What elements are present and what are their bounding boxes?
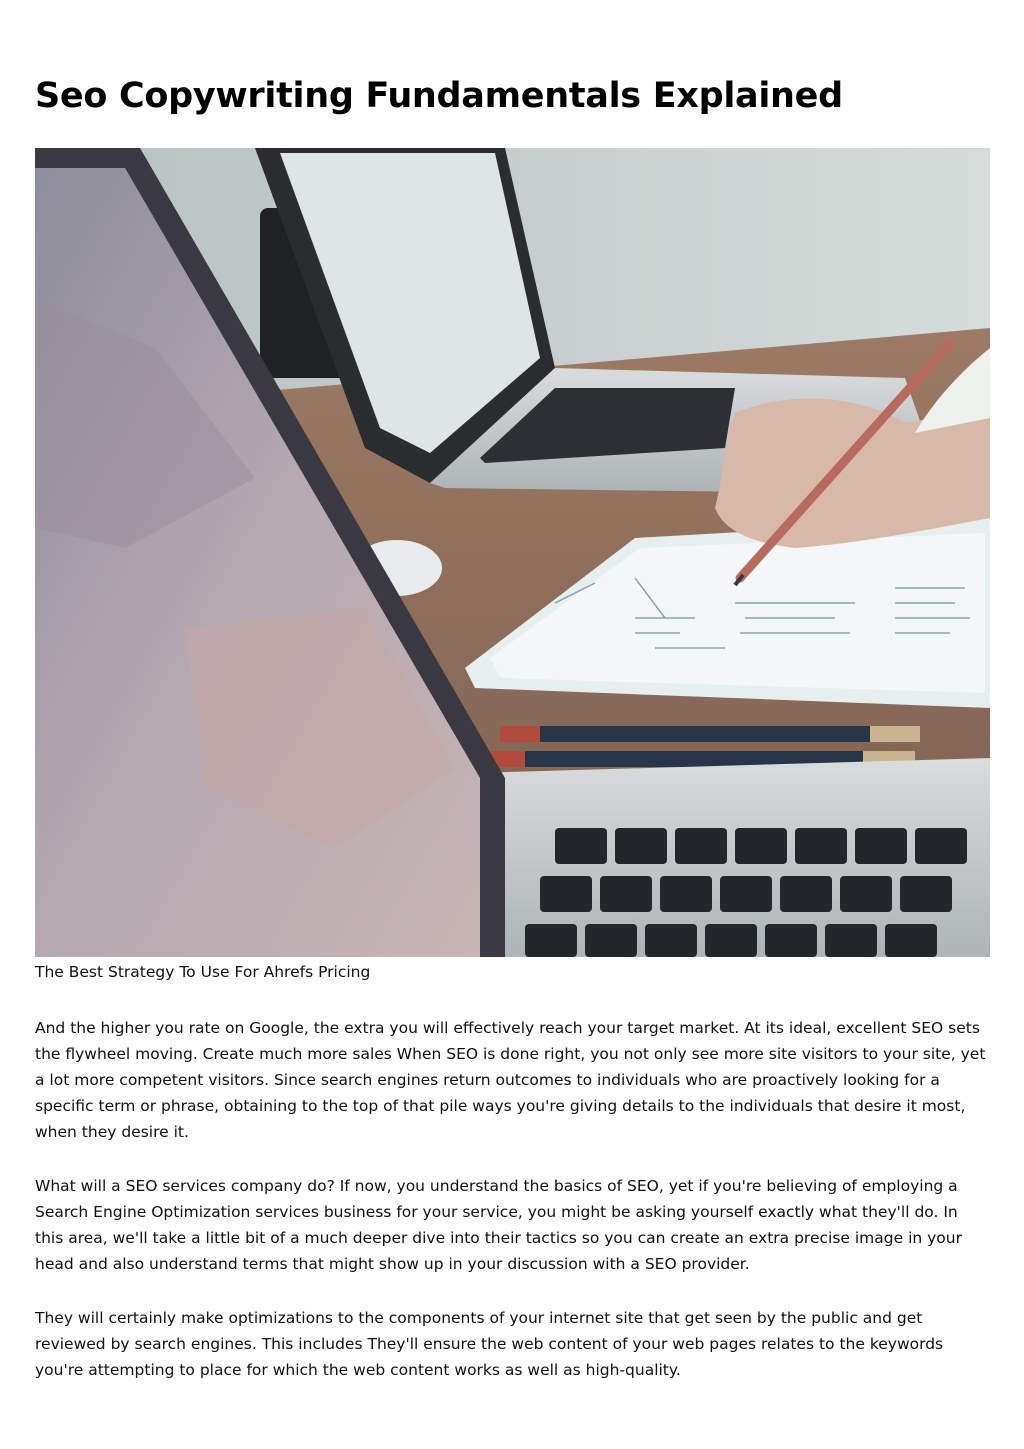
paragraph: What will a SEO services company do? If now, you understand the basics of SEO, yet if you're believing of employing a Search Engine Optimization services business for your service, you might be asking yourself exactly what they'll do. In this area, we'll take a little bit of a much deeper dive into their tactics so you can create an extra precise image in your head and also understand terms that might show up in your discussion with a SEO provider. (35, 1177, 962, 1273)
page-title: Seo Copywriting Fundamentals Explained (35, 76, 843, 116)
hero-image (35, 148, 990, 957)
paragraph: And the higher you rate on Google, the extra you will effectively reach your target market. At its ideal, excellent SEO sets the flywheel moving. Create much more sales When SEO is done right, you not only see more site visitors to your site, yet a lot more competent visitors. Since search engines return outcomes to individuals who are proactively looking for a specific term or phrase, obtaining to the top of that pile ways you're giving details to the individuals that desire it most, when they desire it. (35, 1019, 986, 1141)
paragraph: They will certainly make optimizations to the components of your internet site that get seen by the public and get reviewed by search engines. This includes They'll ensure the web content of your web pages relates to the keywords you're attempting to place for which the web content works as well as high-quality. (35, 1309, 944, 1379)
hero-photo-illustration (35, 148, 990, 957)
image-caption: The Best Strategy To Use For Ahrefs Pricing (35, 963, 371, 981)
